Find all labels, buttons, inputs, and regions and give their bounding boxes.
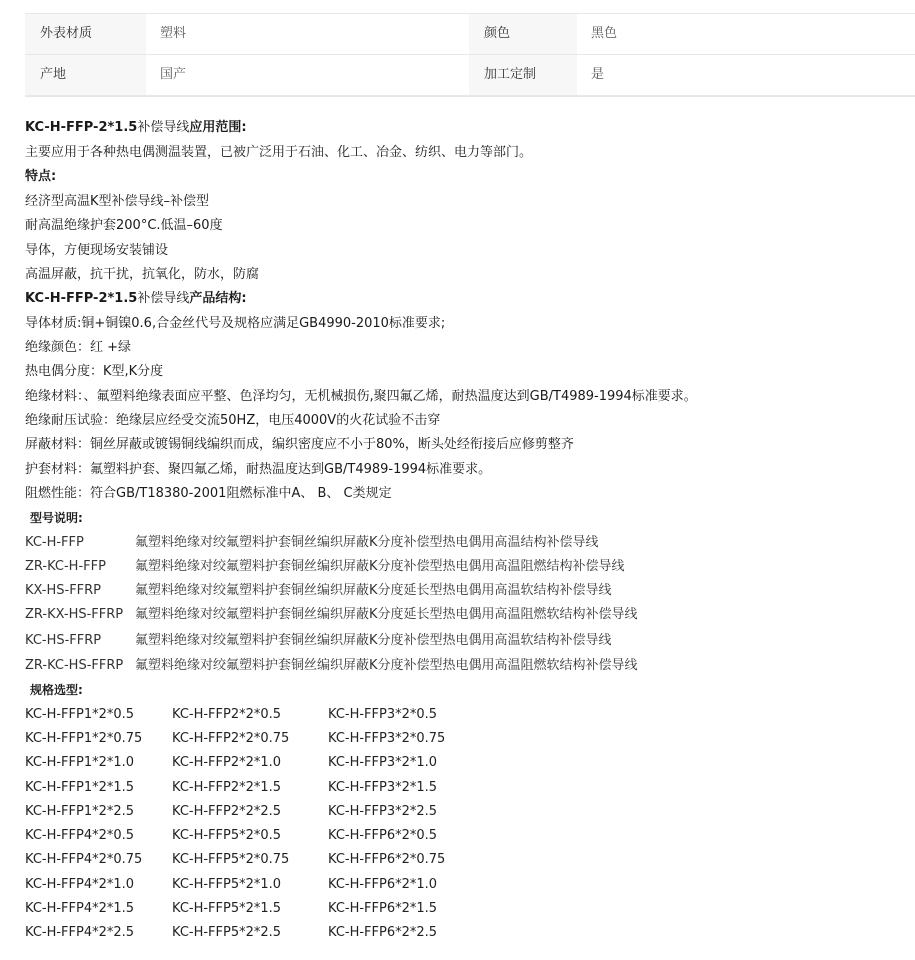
spec-cell: KC-H-FFP5*2*1.0 xyxy=(172,877,282,892)
heading-code: KC-H-FFP-2*1.5 xyxy=(25,120,138,135)
structure-item: 绝缘颜色：红 +绿 xyxy=(25,340,132,355)
attribute-value: 是 xyxy=(591,67,605,82)
spec-cell: KC-H-FFP5*2*0.75 xyxy=(172,852,290,867)
structure-item: 护套材料：氟塑料护套、聚四氟乙烯，耐热温度达到GB/T4989-1994标准要求。 xyxy=(25,462,492,477)
structure-item: 屏蔽材料：铜丝屏蔽或镀锡铜线编织而成，编织密度应不小于80%，断头处经衔接后应修剪整齐 xyxy=(25,437,574,452)
spec-cell: KC-H-FFP2*2*0.75 xyxy=(172,731,290,746)
structure-item: 阻燃性能：符合GB/T18380-2001阻燃标准中A、 B、 C类规定 xyxy=(25,486,392,501)
model-desc: 氟塑料绝缘对绞氟塑料护套铜丝编织屏蔽K分度延长型热电偶用高温阻燃软结构补偿导线 xyxy=(135,607,638,622)
model-desc: 氟塑料绝缘对绞氟塑料护套铜丝编织屏蔽K分度补偿型热电偶用高温结构补偿导线 xyxy=(135,535,599,550)
spec-cell: KC-H-FFP4*2*0.5 xyxy=(25,828,135,843)
model-desc: 氟塑料绝缘对绞氟塑料护套铜丝编织屏蔽K分度补偿型热电偶用高温阻燃软结构补偿导线 xyxy=(135,658,638,673)
divider xyxy=(25,96,915,97)
spec-cell: KC-H-FFP5*2*1.5 xyxy=(172,901,282,916)
spec-cell: KC-H-FFP6*2*1.5 xyxy=(328,901,438,916)
heading-code: KC-H-FFP-2*1.5 xyxy=(25,291,138,306)
spec-cell: KC-H-FFP3*2*0.75 xyxy=(328,731,446,746)
attribute-row xyxy=(25,14,915,55)
structure-heading xyxy=(25,289,247,309)
attribute-value: 国产 xyxy=(160,67,187,82)
heading-suffix: 补偿导线 xyxy=(137,120,190,135)
spec-cell: KC-H-FFP6*2*1.0 xyxy=(328,877,438,892)
feature-item: 导体，方便现场安装铺设 xyxy=(25,243,169,258)
spec-cell: KC-H-FFP3*2*1.5 xyxy=(328,780,438,795)
model-row xyxy=(25,533,599,553)
features-heading: 特点: xyxy=(25,169,57,184)
feature-item: 经济型高温K型补偿导线–补偿型 xyxy=(25,194,210,209)
spec-cell: KC-H-FFP3*2*0.5 xyxy=(328,707,438,722)
attribute-key: 产地 xyxy=(25,55,146,95)
attribute-value: 塑料 xyxy=(160,26,187,41)
application-text: 主要应用于各种热电偶测温装置，已被广泛用于石油、化工、冶金、纺织、电力等部门。 xyxy=(25,145,533,160)
spec-cell: KC-H-FFP4*2*2.5 xyxy=(25,925,135,940)
spec-cell: KC-H-FFP5*2*0.5 xyxy=(172,828,282,843)
model-code: KX-HS-FFRP xyxy=(25,583,102,598)
spec-cell: KC-H-FFP1*2*1.0 xyxy=(25,755,135,770)
feature-item: 高温屏蔽，抗干扰，抗氧化，防水，防腐 xyxy=(25,267,260,282)
structure-item: 绝缘耐压试验：绝缘层应经受交流50HZ，电压4000V的火花试验不击穿 xyxy=(25,413,441,428)
spec-cell: KC-H-FFP4*2*1.0 xyxy=(25,877,135,892)
spec-cell: KC-H-FFP2*2*2.5 xyxy=(172,804,282,819)
spec-cell: KC-H-FFP2*2*1.5 xyxy=(172,780,282,795)
model-desc: 氟塑料绝缘对绞氟塑料护套铜丝编织屏蔽K分度延长型热电偶用高温软结构补偿导线 xyxy=(135,583,612,598)
model-code: KC-HS-FFRP xyxy=(25,633,102,648)
spec-cell: KC-H-FFP1*2*2.5 xyxy=(25,804,135,819)
model-code: ZR-KC-HS-FFRP xyxy=(25,658,124,673)
models-heading: 型号说明: xyxy=(30,511,83,525)
spec-cell: KC-H-FFP1*2*0.75 xyxy=(25,731,143,746)
model-row xyxy=(25,605,638,625)
model-code: KC-H-FFP xyxy=(25,535,84,550)
spec-cell: KC-H-FFP6*2*0.5 xyxy=(328,828,438,843)
model-desc: 氟塑料绝缘对绞氟塑料护套铜丝编织屏蔽K分度补偿型热电偶用高温阻燃结构补偿导线 xyxy=(135,559,625,574)
spec-cell: KC-H-FFP1*2*0.5 xyxy=(25,707,135,722)
spec-cell: KC-H-FFP2*2*1.0 xyxy=(172,755,282,770)
attribute-key: 颜色 xyxy=(469,14,577,54)
heading-title: 产品结构: xyxy=(189,291,247,306)
spec-cell: KC-H-FFP3*2*1.0 xyxy=(328,755,438,770)
spec-cell: KC-H-FFP1*2*1.5 xyxy=(25,780,135,795)
attribute-key: 外表材质 xyxy=(25,14,146,54)
spec-cell: KC-H-FFP2*2*0.5 xyxy=(172,707,282,722)
spec-cell: KC-H-FFP4*2*0.75 xyxy=(25,852,143,867)
model-row xyxy=(25,557,625,577)
application-heading xyxy=(25,118,247,138)
heading-title: 应用范围: xyxy=(189,120,247,135)
model-row xyxy=(25,631,612,651)
model-code: ZR-KX-HS-FFRP xyxy=(25,607,124,622)
spec-cell: KC-H-FFP3*2*2.5 xyxy=(328,804,438,819)
structure-item: 热电偶分度：K型,K分度 xyxy=(25,364,164,379)
spec-cell: KC-H-FFP5*2*2.5 xyxy=(172,925,282,940)
model-row xyxy=(25,581,612,601)
model-row xyxy=(25,656,638,676)
feature-item: 耐高温绝缘护套200°C.低温–60度 xyxy=(25,218,223,233)
spec-cell: KC-H-FFP4*2*1.5 xyxy=(25,901,135,916)
structure-item: 导体材质:铜+铜镍0.6,合金丝代号及规格应满足GB4990-2010标准要求; xyxy=(25,316,446,331)
attribute-key: 加工定制 xyxy=(469,55,577,95)
heading-suffix: 补偿导线 xyxy=(137,291,190,306)
model-code: ZR-KC-H-FFP xyxy=(25,559,106,574)
specs-heading: 规格选型: xyxy=(30,683,83,697)
attribute-value: 黑色 xyxy=(591,26,618,41)
structure-item: 绝缘材料：、氟塑料绝缘表面应平整、色泽均匀，无机械损伤,聚四氟乙烯，耐热温度达到GB/T4989-1994标准要求。 xyxy=(25,389,697,404)
spec-cell: KC-H-FFP6*2*0.75 xyxy=(328,852,446,867)
model-desc: 氟塑料绝缘对绞氟塑料护套铜丝编织屏蔽K分度补偿型热电偶用高温软结构补偿导线 xyxy=(135,633,612,648)
attribute-table xyxy=(25,13,915,96)
attribute-row xyxy=(25,55,915,96)
spec-cell: KC-H-FFP6*2*2.5 xyxy=(328,925,438,940)
